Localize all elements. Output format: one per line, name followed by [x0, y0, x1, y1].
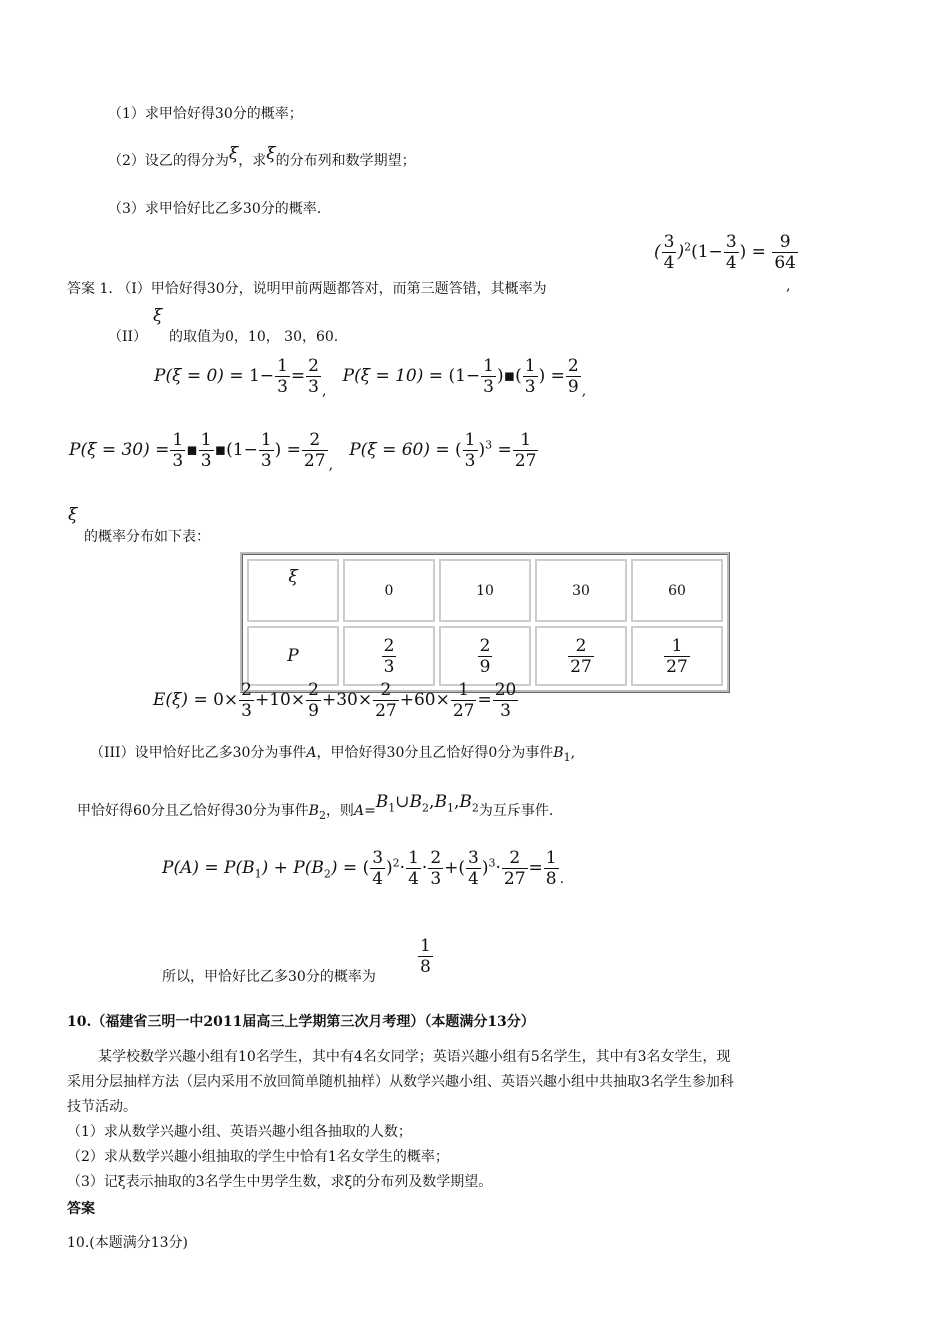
part3-text: ，甲恰好得30分且乙恰好得0分为事件: [316, 745, 554, 761]
xi-symbol: ξ: [266, 144, 276, 164]
event-a: A: [306, 745, 317, 761]
part3-line-1: （III）设甲恰好比乙多30分为事件A，甲恰好得30分且乙恰好得0分为事件$B_1$,: [90, 745, 576, 764]
part2-label: （II）: [108, 329, 148, 345]
table-header-cell: [247, 559, 339, 622]
xi-symbol: ξ: [68, 505, 78, 525]
question-2-mid: ，求: [238, 153, 267, 169]
table-cell: [439, 626, 531, 686]
problem-10-sub-3: （3）记ξ表示抽取的3名学生中男学生数，求ξ的分布列及数学期望。: [67, 1174, 493, 1190]
formula-p30-p60: P(ξ = 30) = $\frac{1}{3}$ ▪ $\frac{1}{3}$ ▪(1− $\frac{1}{3}$ ) = $\frac{2}{27}$ $_,$ P(ξ = 60) = ( $\frac{1}{3}$ )$^3$ = $\frac{1}{27}$: [69, 430, 537, 473]
prob-num: 2: [479, 635, 491, 656]
formula-p0-p10: P(ξ = 0) = 1− $\frac{1}{3}$ = $\frac{2}{3}$ $_,$ P(ξ = 10) = (1− $\frac{1}{3}$ )▪( $\frac{1}{3}$ ) = $\frac{2}{9}$ $_,$: [154, 356, 587, 399]
prob-num: 2: [568, 636, 594, 657]
comma: ,: [786, 278, 791, 294]
event-b1: B: [553, 745, 564, 761]
dist-intro: 的概率分布如下表：: [84, 529, 210, 545]
part3-text: （III）设甲恰好比乙多30分为事件: [90, 745, 307, 761]
prob-den: 3: [383, 656, 395, 677]
problem-10-body-3: 技节活动。: [67, 1099, 137, 1115]
table-row: [247, 626, 723, 686]
xi-label: ξ: [288, 567, 298, 587]
table-cell: 60: [631, 559, 723, 622]
table-header-cell: [247, 626, 339, 686]
part3-text: 为互斥事件.: [478, 803, 554, 819]
table-cell: 0: [343, 559, 435, 622]
prob-den: 27: [570, 656, 592, 677]
question-2: [108, 144, 416, 170]
xi-symbol: ξ: [153, 306, 163, 326]
problem-10-body-1: 某学校数学兴趣小组有10名学生，其中有4名女同学；英语兴趣小组有5名学生，其中有3名女学生，现: [98, 1049, 731, 1065]
prob-num: 2: [383, 635, 395, 656]
table-cell: 10: [439, 559, 531, 622]
prob-den: 27: [666, 656, 688, 677]
question-3: （3）求甲恰好比乙多30分的概率.: [108, 201, 322, 217]
question-1: （1）求甲恰好得30分的概率；: [108, 106, 303, 122]
formula-part1: ( $\frac{3}{4}$ )$^2$(1− $\frac{3}{4}$ ) = $\frac{9}{64}$: [654, 232, 796, 273]
problem-10-body-2: 采用分层抽样方法（层内采用不放回简单随机抽样）从数学兴趣小组、英语兴趣小组中共抽取3名学生参加科: [67, 1074, 734, 1090]
problem-10-title: 10.（福建省三明一中2011届高三上学期第三次月考理）（本题满分13分）: [67, 1014, 535, 1030]
part3-text: 甲恰好得60分且乙恰好得30分为事件: [77, 803, 309, 819]
conclusion: 所以，甲恰好比乙多30分的概率为: [162, 969, 376, 985]
question-2-prefix: （2）设乙的得分为: [108, 153, 229, 169]
conclusion-fraction: $\frac{1}{8}$: [420, 936, 431, 977]
p-label: P: [287, 646, 299, 666]
table-cell: [343, 626, 435, 686]
answer-line-1: 答案 1. （I）甲恰好得30分，说明甲前两题都答对，而第三题答错，其概率为: [67, 281, 547, 297]
table-row: [247, 559, 723, 622]
part3-text: ，则: [325, 803, 354, 819]
formula-expectation: E(ξ) = 0× $\frac{2}{3}$ +10× $\frac{2}{9}$ +30× $\frac{2}{27}$ +60× $\frac{1}{27}$ = $\frac{20}{3}$: [153, 680, 517, 721]
table-cell: [631, 626, 723, 686]
part3-line-2: 甲恰好得60分且乙恰好得30分为事件$B_2$，则$A=B_1\cup B_2,B_1,B_2$为互斥事件.: [77, 792, 554, 822]
prob-num: 1: [664, 636, 690, 657]
question-2-suffix: 的分布列和数学期望；: [275, 153, 416, 169]
problem-10-sub-1: （1）求从数学兴趣小组、英语兴趣小组各抽取的人数；: [67, 1124, 412, 1140]
table-cell: [535, 626, 627, 686]
table-cell: 30: [535, 559, 627, 622]
problem-10-sub-2: （2）求从数学兴趣小组抽取的学生中恰有1名女学生的概率；: [67, 1149, 449, 1165]
distribution-table: [240, 552, 730, 693]
answer-label: 答案: [67, 1201, 95, 1217]
prob-den: 9: [479, 656, 491, 677]
answer-line: 10.(本题满分13分): [67, 1235, 189, 1251]
part2-values: 的取值为0，10， 30，60.: [169, 329, 339, 345]
formula-pa: $P(A) = P(B_1) + P(B_2)$ = ( $\frac{3}{4}$ )$^2$· $\frac{1}{4}$ · $\frac{2}{3}$ +( $\frac{3}{4}$ )$^3$· $\frac{2}{27}$ = $\frac{1}{8}$ $_.$: [162, 848, 565, 889]
xi-symbol: ξ: [228, 144, 239, 164]
